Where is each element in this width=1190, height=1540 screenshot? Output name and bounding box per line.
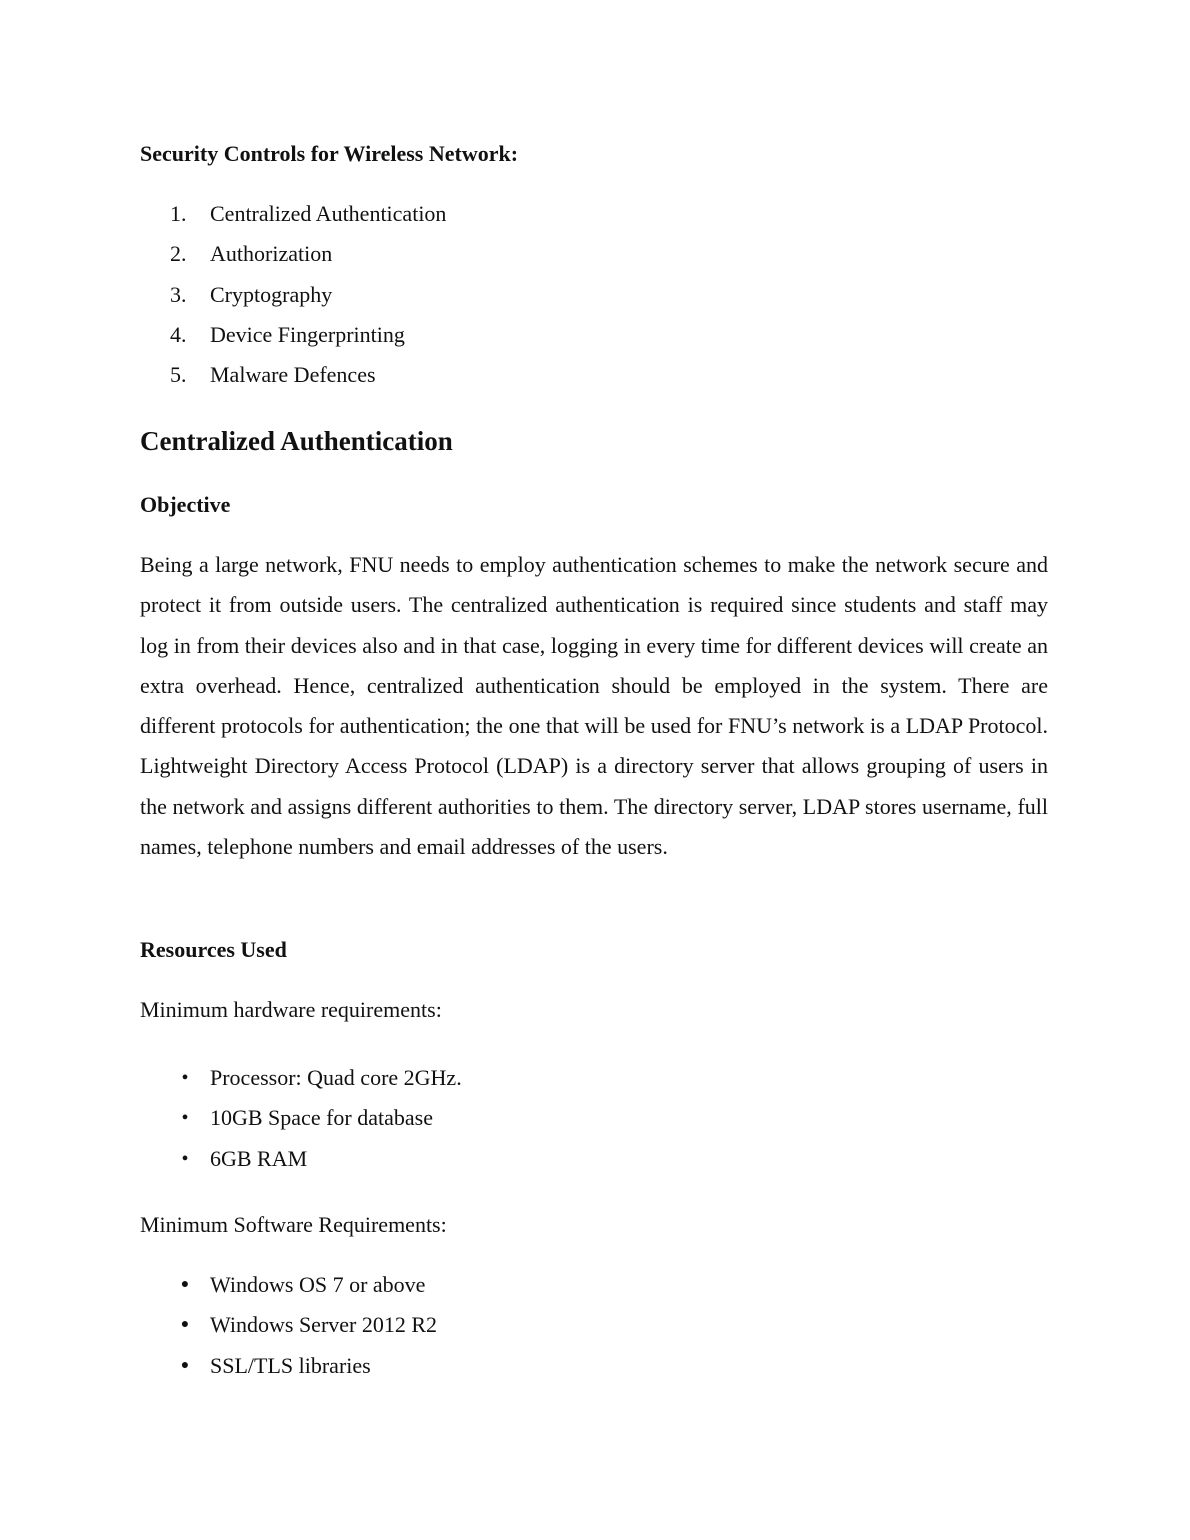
list-item: [140, 1352, 1050, 1392]
list-item-text: Windows OS 7 or above: [210, 1272, 426, 1297]
bullet-icon: •: [181, 1067, 189, 1089]
software-intro: Minimum Software Requirements:: [140, 1212, 447, 1237]
list-item-text: Device Fingerprinting: [210, 321, 405, 347]
list-item-text: Authorization: [210, 241, 333, 267]
list-item-text: Cryptography: [210, 281, 333, 307]
bullet-icon: ●: [180, 1317, 190, 1333]
list-item: [140, 1064, 1050, 1104]
objective-heading: Objective: [140, 492, 231, 517]
bullet-icon: •: [181, 1147, 189, 1170]
objective-paragraph: Being a large network, FNU needs to employ authentication schemes to make the network secure and protect it from outside users. The centralized authentication is required since students and staff may log in from their devices also and in that case, logging in every time for different devices will create an extra overhead. Hence, centralized authentication should be employed in the system. There are different protocols for authentication; the one that will be used for FNU’s network is a LDAP Protocol. Lightweight Directory Access Protocol (LDAP) is a directory server that allows grouping of users in the network and assigns different authorities to them. The directory server, LDAP stores username, full names, telephone numbers and email addresses of the users.: [140, 552, 1048, 860]
list-item-text: 10GB Space for database: [210, 1105, 433, 1131]
software-list: [140, 1271, 1050, 1392]
bullet-icon: •: [181, 1107, 189, 1130]
list-number: 2.: [170, 241, 187, 267]
list-item-text: Processor: Quad core 2GHz.: [210, 1065, 462, 1090]
list-item: [140, 1271, 1050, 1311]
document-heading: Security Controls for Wireless Network:: [140, 141, 519, 166]
list-item-text: Malware Defences: [210, 362, 376, 388]
resources-heading: Resources Used: [140, 937, 287, 962]
list-item-text: Centralized Authentication: [210, 201, 447, 226]
hardware-intro: Minimum hardware requirements:: [140, 997, 442, 1022]
hardware-list: [140, 1064, 1050, 1185]
section-title: Centralized Authentication: [140, 426, 453, 456]
bullet-icon: ●: [180, 1357, 190, 1373]
list-number: 5.: [170, 362, 187, 388]
list-item-text: Windows Server 2012 R2: [210, 1312, 438, 1338]
controls-list: [140, 200, 1050, 401]
list-item-text: 6GB RAM: [210, 1145, 308, 1171]
list-number: 3.: [170, 281, 187, 307]
list-item: [140, 321, 1050, 361]
list-item-text: SSL/TLS libraries: [210, 1352, 371, 1378]
list-item: [140, 240, 1050, 280]
list-item: [140, 361, 1050, 401]
bullet-icon: ●: [180, 1277, 190, 1292]
list-number: 4.: [170, 321, 187, 347]
list-item: [140, 1104, 1050, 1144]
list-item: [140, 281, 1050, 321]
list-item: [140, 200, 1050, 240]
list-number: 1.: [170, 201, 187, 226]
list-item: [140, 1145, 1050, 1185]
list-item: [140, 1311, 1050, 1351]
